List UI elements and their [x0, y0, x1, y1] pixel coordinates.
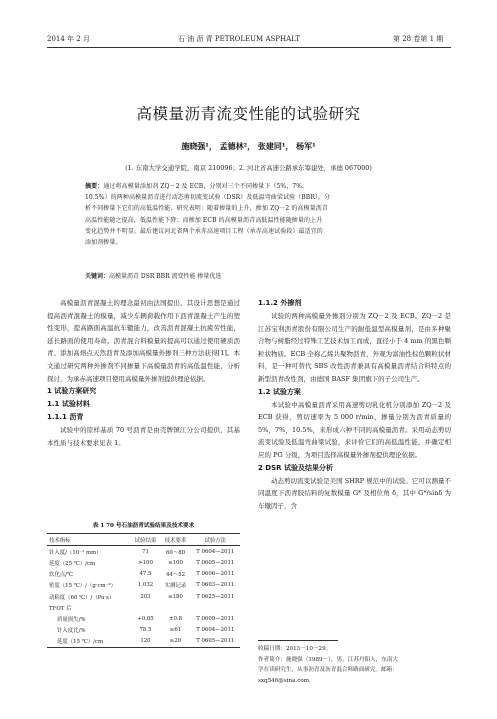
footnote — [258, 644, 451, 686]
table-cell: 47.5 — [139, 571, 152, 578]
header-rule — [47, 47, 451, 48]
footnote-line: sxq546@sina.com。 — [258, 677, 315, 684]
footnote-line: 收稿日期：2013－10－29。 — [258, 646, 332, 652]
author-list: 施晓强¹， 孟德林²， 张建同¹， 杨军¹ — [181, 141, 316, 151]
dsr-paragraph: 动态剪切流变试验是美国 SHRP 规范中的试验。它可以测量不同温度下沥青胶结料的复数模量 G* 及相位角 δ，其中 G*/sinδ 为车辙因子，含 — [258, 476, 451, 510]
table-cell: 延度（25 ℃）/cm — [49, 560, 96, 567]
keywords — [85, 271, 416, 280]
journal-name: 石 油 沥 青 PETROLEUM ASPHALT — [178, 35, 300, 43]
table-cell: ≥180 — [168, 593, 183, 600]
footnote-line: 学在读研究生，从事沥青及沥青混合料路面研究。邮箱： — [258, 667, 398, 673]
table-cell: 针入度/（10⁻¹ mm） — [49, 549, 102, 556]
table-row — [47, 625, 240, 636]
table-cell: 203 — [140, 593, 151, 600]
table-cell: T 0604—2011 — [196, 627, 235, 634]
table-row — [47, 580, 240, 591]
table-cell: TFOT 后 — [49, 605, 72, 612]
table-cell: T 0603—2011 — [196, 582, 235, 589]
table-cell: T 0625—2011 — [196, 593, 235, 600]
table-cell: 密度（15 ℃）/（g·cm⁻³） — [49, 583, 117, 590]
table-cell: 针入度比/% — [57, 628, 86, 635]
test-plan-paragraph: 本试验中高模量沥青采用高速剪切乳化机分别添加 ZQ－2 及 ECB 获得，剪切速率为 5 000 r/min，掺量分别为沥青质量的 5%，7%，10.5%，来形成六种不同的高模量沥青。采用动态剪切流变试验及低温弯曲梁试验，来评价它们的高低温性能，并确定相应的 PG 分级，为项目选择高模量外掺剂提供理论依据。 — [258, 400, 451, 459]
abstract-line: 高温性能随之提高，低温性能下降；而掺加 ECB 的高模量沥青高低温性能随掺量的上升 — [85, 216, 323, 224]
table-caption: 表 1 70 号石油沥青试验结果及技术要求 — [92, 523, 195, 529]
table-cell: 软化点/℃ — [49, 572, 74, 579]
table-cell: >100 — [138, 559, 153, 566]
table-cell: ≥20 — [160, 636, 190, 648]
abstract-line: 通过将高模量添加剂 ZQ－2 及 ECB，分别对三个不同掺量下（5%，7%， — [103, 183, 309, 190]
intro-paragraph: 高模量沥青混凝土的理念最初由法国提出，其设计思想是通过提高沥青混凝土的模量，减少车辆荷载作用下沥青混凝土产生的塑性变形，提高路面高温抗车辙能力，改善沥青混凝土抗疲劳性能，延长路面的使用寿命。沥青混合料模量的提高可以通过使用硬质沥青、添加高熔点天然沥青及添加高模量外掺剂三种方法获得[1]。本文通过研究两种外掺剂不同掺量下高模量沥青的高低温性能，分析探讨，为承赤高速项目使用高模量外掺剂提供理论依据。 — [47, 299, 240, 383]
abstract-label: 摘要： — [85, 183, 104, 190]
abstract-line: 10.5%）的两种高模量沥青进行动态剪切流变试验（DSR）及低温弯曲梁试验（BBR）。分 — [85, 194, 331, 202]
paper-title: 高模量沥青流变性能的试验研究 — [136, 105, 361, 123]
abstract — [85, 181, 416, 248]
table-cell: ±0.8 — [168, 615, 183, 622]
table-header-row — [47, 534, 240, 546]
keywords-label: 关键词： — [85, 273, 110, 280]
table-row — [47, 557, 240, 568]
table-cell: ≥61 — [169, 627, 182, 634]
table-row — [47, 602, 240, 613]
table-cell: 60～80 — [165, 549, 186, 556]
section-heading: 1 试验方案研究 — [47, 387, 97, 396]
table-row — [47, 546, 240, 558]
table-cell: 延度（15 ℃）/cm — [47, 636, 130, 648]
asphalt-paragraph: 试验中的原样基质 70 号沥青是由壳牌镇江分公司提供，其基本性质与技术要求见表 1。 — [47, 426, 240, 447]
subsubsection-heading: 1.1.1 沥青 — [47, 413, 84, 422]
table-row — [47, 613, 240, 624]
table-cell: T 0605—2011 — [196, 559, 235, 566]
abstract-line: 添加剂掺量。 — [85, 239, 122, 247]
abstract-line: 变化趋势并不明显。最后建议河北省两个承赤高速项目工程（承赤高速试验段）最适宜的 — [85, 227, 323, 235]
table-cell: 120 — [130, 636, 160, 648]
abstract-line: 析不同掺量下它们的高低温性能，研究表明：随着掺量的上升，掺加 ZQ－2 的高模量沥青 — [85, 205, 328, 213]
table-cell: T 0604—2011 — [196, 548, 235, 555]
asphalt-properties-table — [47, 533, 240, 648]
table-cell — [191, 602, 240, 613]
table-row — [47, 591, 240, 602]
table-cell — [130, 602, 160, 613]
table-cell: ≥100 — [168, 559, 183, 566]
table-cell: 实测记录 — [164, 583, 187, 590]
keywords-text: 高模量沥青 DSR BBR 流变性能 掺量优选 — [109, 273, 222, 280]
subsubsection-heading: 1.1.2 外掺剂 — [258, 299, 302, 307]
table-header-cell: 试验结果 — [130, 534, 160, 546]
table-cell: T 0605—2011 — [191, 636, 240, 648]
table-row — [47, 569, 240, 580]
subsection-heading: 1.2 试验方案 — [258, 387, 301, 396]
table-cell: T 0606—2011 — [196, 571, 235, 578]
journal-date: 2014 年 2 月 — [47, 35, 90, 43]
subsection-heading: 1.1 试验材料 — [47, 400, 90, 409]
right-column — [258, 297, 451, 512]
left-column — [47, 297, 240, 449]
table-row — [47, 636, 240, 648]
journal-volume: 第 28 卷第 1 期 — [393, 35, 444, 43]
additive-paragraph: 试验的两种高模量外掺剂分别为 ZQ－2 及 ECB。ZQ－2 是江苏宝利沥青股份有限公司生产的耐低温型高模量剂，是由多种聚合物与树脂经过特殊工艺技术加工而成，直径小于 4 mm 的黑色颗粒状物质。ECB 全称乙烯共聚物沥青，外观为富油性棕色颗粒状材料，是一种可替代 SBS 改性沥青兼具有高模量沥青结合料特点的新型沥青改性剂，由德国 BASF 集团旗下的子公司生产。 — [258, 312, 451, 383]
table-cell: 1.032 — [137, 582, 154, 589]
table-cell: 质量损失/% — [57, 616, 86, 623]
footnote-rule — [258, 640, 338, 641]
table-cell: 71 — [142, 548, 149, 555]
table-cell: 44～52 — [165, 572, 186, 579]
table-cell — [160, 602, 190, 613]
table-header-cell: 试验方法 — [191, 534, 240, 546]
table-cell: +0.05 — [137, 615, 154, 622]
table-header-cell: 技术指标 — [47, 534, 130, 546]
table-cell: 动粘度（60 ℃）/（Pa·s） — [49, 594, 115, 601]
table-cell: 78.5 — [139, 627, 152, 634]
affiliation: (1. 东南大学交通学院，南京 210096；2. 河北省高速公路承东筹建处，承德 067000) — [125, 164, 372, 172]
section-heading: 2 DSR 试验及结果分析 — [258, 463, 333, 472]
footnote-line: 作者简介：施晓强（1989－），男，江苏丹阳人，东南大 — [258, 656, 399, 663]
table-header-cell: 技术要求 — [160, 534, 190, 546]
table-cell: T 0609—2011 — [196, 615, 235, 622]
